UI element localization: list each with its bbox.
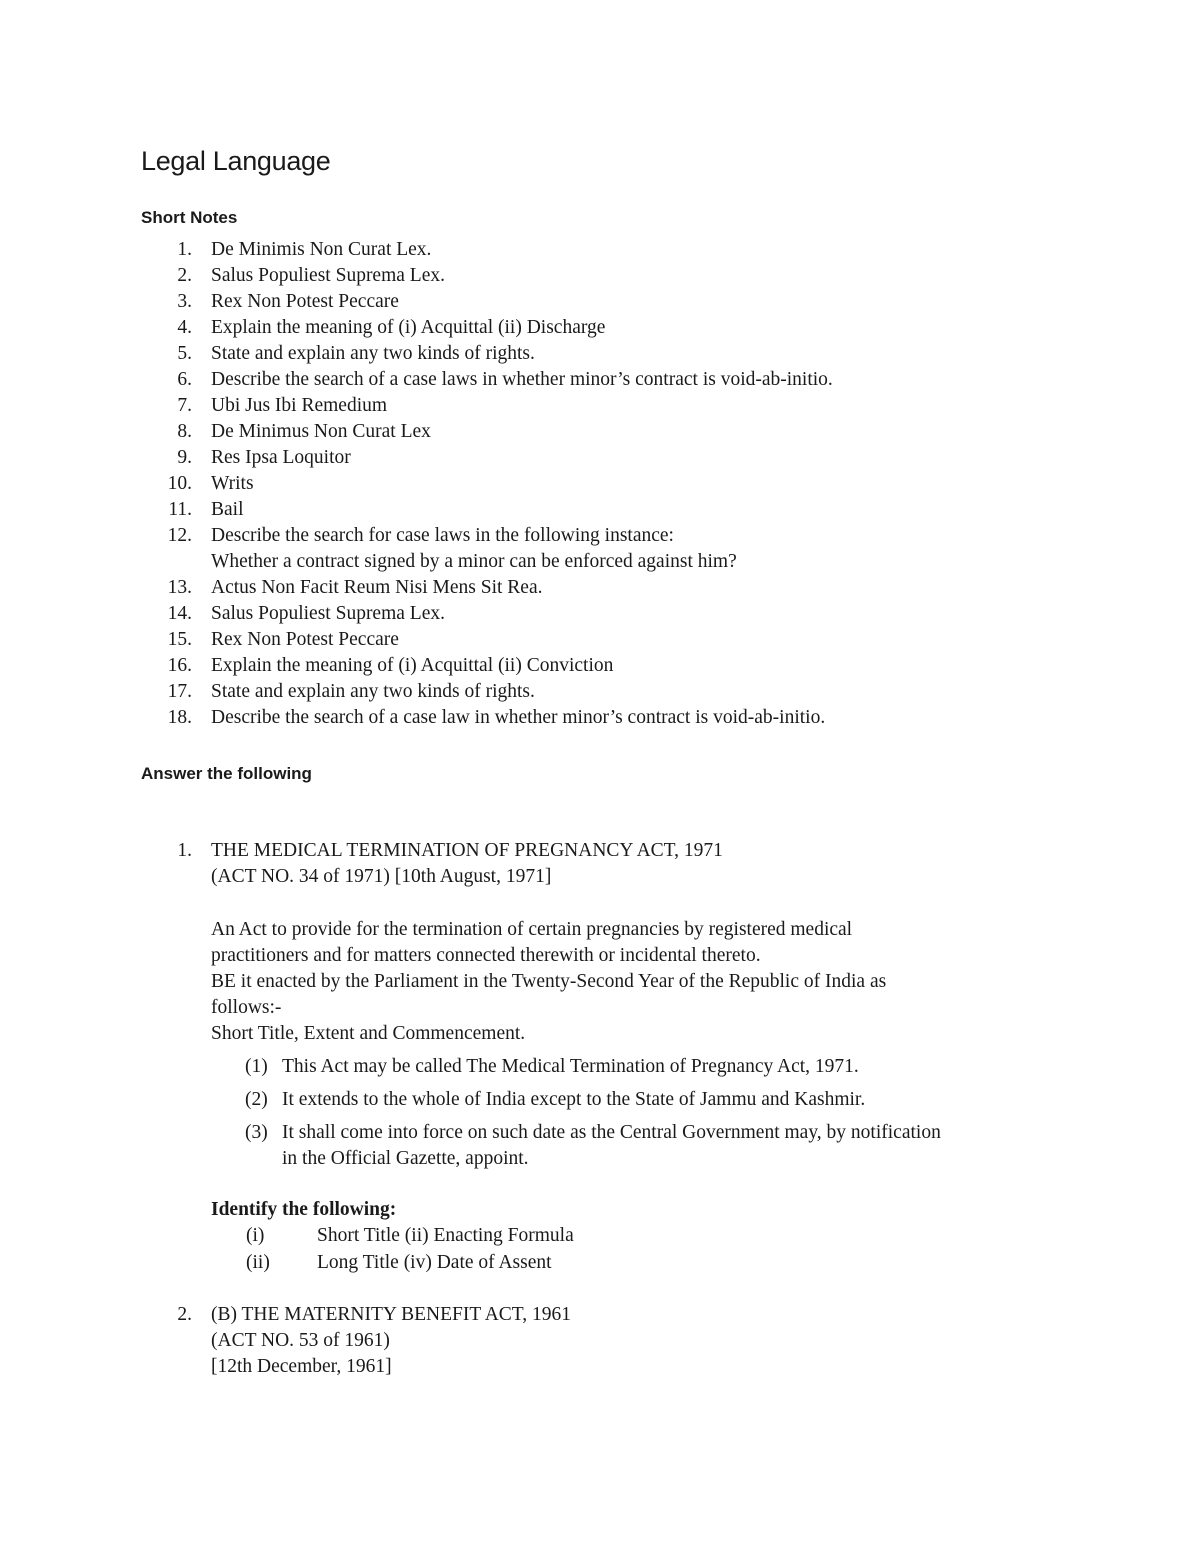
answer-heading: Answer the following xyxy=(141,764,312,783)
enacting-formula-line: follows:- xyxy=(211,997,282,1018)
question-number: 1. xyxy=(177,840,192,861)
list-item: Actus Non Facit Reum Nisi Mens Sit Rea. xyxy=(211,577,543,598)
identify-item-number: (i) xyxy=(246,1225,265,1246)
list-item-number: 1. xyxy=(177,239,192,260)
list-item: Writs xyxy=(211,473,254,494)
list-item-number: 5. xyxy=(177,343,192,364)
act-title: (B) THE MATERNITY BENEFIT ACT, 1961 xyxy=(211,1304,572,1325)
clause-text: This Act may be called The Medical Termination of Pregnancy Act, 1971. xyxy=(282,1056,859,1077)
list-item: De Minimis Non Curat Lex. xyxy=(211,239,432,260)
clause-text-continuation: in the Official Gazette, appoint. xyxy=(282,1148,529,1169)
act-date: [12th December, 1961] xyxy=(211,1356,392,1377)
list-item-number: 14. xyxy=(167,603,192,624)
identify-item: Short Title (ii) Enacting Formula xyxy=(317,1225,574,1246)
section-title: Short Title, Extent and Commencement. xyxy=(211,1023,526,1044)
list-item-number: 6. xyxy=(177,369,192,390)
identify-item: Long Title (iv) Date of Assent xyxy=(317,1252,552,1273)
list-item-number: 17. xyxy=(167,681,192,702)
list-item-number: 3. xyxy=(177,291,192,312)
list-item: Salus Populiest Suprema Lex. xyxy=(211,265,445,286)
clause-text: It extends to the whole of India except to the State of Jammu and Kashmir. xyxy=(282,1089,866,1110)
identify-item-number: (ii) xyxy=(246,1252,270,1273)
clause-number: (3) xyxy=(245,1122,268,1143)
list-item-number: 9. xyxy=(177,447,192,468)
list-item: Describe the search of a case laws in whether minor’s contract is void-ab-initio. xyxy=(211,369,833,390)
act-preamble-line: An Act to provide for the termination of certain pregnancies by registered medical xyxy=(211,919,853,940)
list-item-number: 2. xyxy=(177,265,192,286)
short-notes-heading: Short Notes xyxy=(141,208,238,227)
list-item-number: 12. xyxy=(167,525,192,546)
document-title: Legal Language xyxy=(141,146,331,176)
list-item: Ubi Jus Ibi Remedium xyxy=(211,395,388,416)
list-item-number: 8. xyxy=(177,421,192,442)
list-item: Explain the meaning of (i) Acquittal (ii) Discharge xyxy=(211,317,606,338)
act-title: THE MEDICAL TERMINATION OF PREGNANCY ACT, 1971 xyxy=(211,840,723,861)
enacting-formula-line: BE it enacted by the Parliament in the Twenty-Second Year of the Republic of India as xyxy=(211,971,887,992)
list-item: Rex Non Potest Peccare xyxy=(211,629,399,650)
list-item: Rex Non Potest Peccare xyxy=(211,291,399,312)
list-item: Describe the search for case laws in the following instance: xyxy=(211,525,674,546)
list-item-number: 13. xyxy=(167,577,192,598)
list-item: State and explain any two kinds of rights. xyxy=(211,681,535,702)
list-item: Salus Populiest Suprema Lex. xyxy=(211,603,445,624)
list-item-number: 16. xyxy=(167,655,192,676)
act-preamble-line: practitioners and for matters connected therewith or incidental thereto. xyxy=(211,945,761,966)
list-item-number: 18. xyxy=(167,707,192,728)
list-item: De Minimus Non Curat Lex xyxy=(211,421,431,442)
list-item: Bail xyxy=(211,499,244,520)
list-item-number: 10. xyxy=(167,473,192,494)
clause-number: (1) xyxy=(245,1056,268,1077)
list-item-continuation: Whether a contract signed by a minor can be enforced against him? xyxy=(211,551,737,572)
list-item-number: 7. xyxy=(177,395,192,416)
act-number: (ACT NO. 34 of 1971) [10th August, 1971] xyxy=(211,866,552,887)
list-item: Describe the search of a case law in whether minor’s contract is void-ab-initio. xyxy=(211,707,826,728)
identify-heading: Identify the following: xyxy=(211,1199,397,1220)
list-item-number: 4. xyxy=(177,317,192,338)
list-item: State and explain any two kinds of rights. xyxy=(211,343,535,364)
clause-text: It shall come into force on such date as the Central Government may, by notification xyxy=(282,1122,941,1143)
act-number: (ACT NO. 53 of 1961) xyxy=(211,1330,390,1351)
list-item-number: 15. xyxy=(167,629,192,650)
list-item: Res Ipsa Loquitor xyxy=(211,447,351,468)
clause-number: (2) xyxy=(245,1089,268,1110)
list-item-number: 11. xyxy=(168,499,192,520)
question-number: 2. xyxy=(177,1304,192,1325)
list-item: Explain the meaning of (i) Acquittal (ii) Conviction xyxy=(211,655,614,676)
